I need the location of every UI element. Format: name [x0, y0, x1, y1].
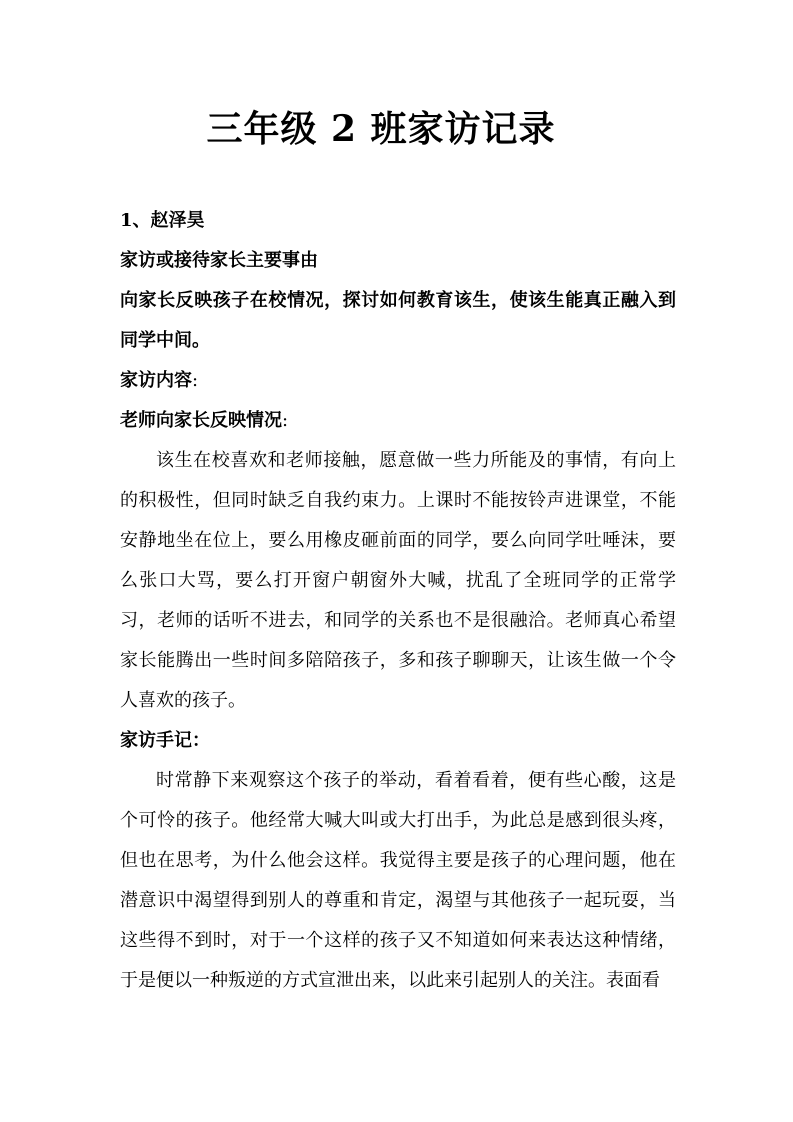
- student-heading: 1、赵泽昊: [120, 210, 205, 231]
- reason-label: 家访或接待家长主要事由: [120, 250, 318, 271]
- document-title: 三年级 2 班家访记录: [206, 108, 556, 150]
- notes-label: 家访手记：: [120, 730, 210, 751]
- content-label: [120, 361, 676, 401]
- teacher-label: [120, 401, 676, 441]
- content-label-suffix: :: [192, 370, 199, 391]
- teacher-label-suffix: :: [282, 410, 289, 431]
- teacher-paragraph: 该生在校喜欢和老师接触，愿意做一些力所能及的事情，有向上的积极性，但同时缺乏自我约束力。上课时不能按铃声进课堂，不能安静地坐在位上，要么用橡皮砸前面的同学，要么向同学吐唾沫，要么张口大骂，要么打开窗户朝窗外大喊，扰乱了全班同学的正常学习，老师的话听不进去，和同学的关系也不是很融洽。老师真心希望家长能腾出一些时间多陪陪孩子，多和孩子聊聊天，让该生做一个令人喜欢的孩子。: [120, 450, 676, 711]
- content-label-text: 家访内容: [120, 370, 192, 391]
- notes-paragraph: 时常静下来观察这个孩子的举动，看着看着，便有些心酸，这是个可怜的孩子。他经常大喊大叫或大打出手，为此总是感到很头疼，但也在思考，为什么他会这样。我觉得主要是孩子的心理问题，他在潜意识中渴望得到别人的尊重和肯定，渴望与其他孩子一起玩耍，当这些得不到时，对于一个这样的孩子又不知道如何来表达这种情绪，于是便以一种叛逆的方式宣泄出来，以此来引起别人的关注。表面看: [120, 770, 676, 991]
- document-body: [120, 201, 676, 1001]
- reason-text: 向家长反映孩子在校情况，探讨如何教育该生，使该生能真正融入到同学中间。: [120, 290, 676, 351]
- teacher-label-text: 老师向家长反映情况: [120, 410, 282, 431]
